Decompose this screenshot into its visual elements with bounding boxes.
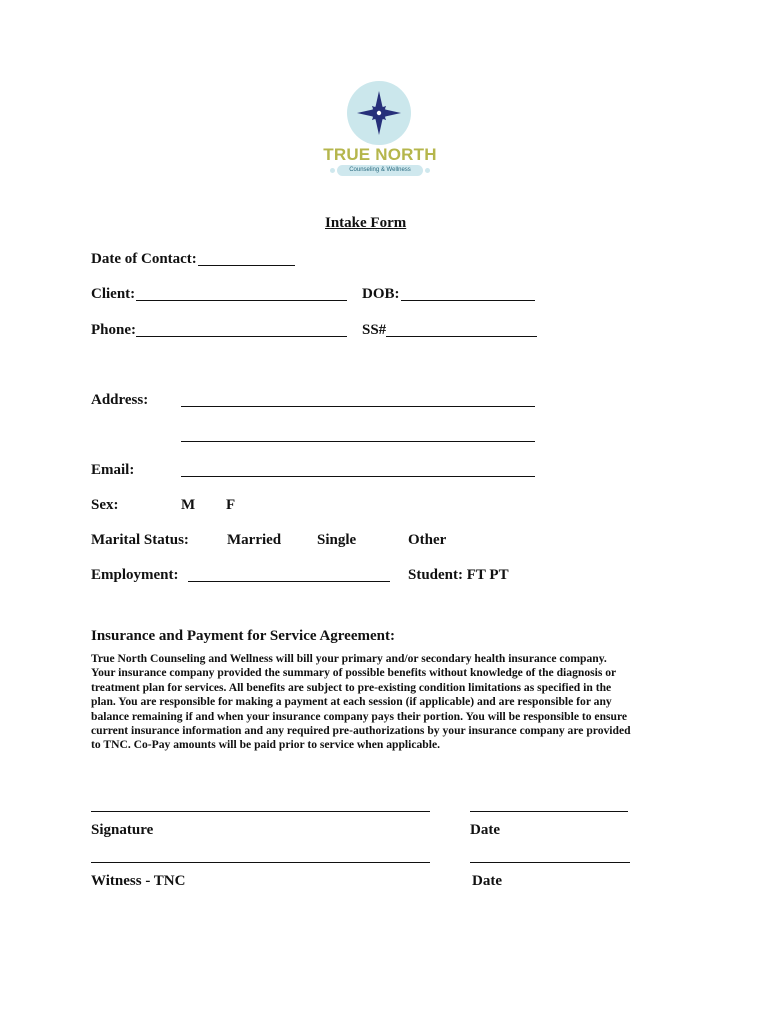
employment-label: Employment:: [91, 567, 179, 583]
address-label: Address:: [91, 392, 149, 408]
address-field-line-1[interactable]: [181, 406, 535, 407]
address-field-line-2[interactable]: [181, 441, 535, 442]
form-title: Intake Form: [325, 215, 407, 231]
logo-tagline: Counseling & Wellness: [337, 165, 423, 176]
agreement-line: treatment plan for services. All benefits are subject to pre-existing condition limitations as specified in the: [91, 680, 612, 694]
signature-field[interactable]: [91, 811, 430, 812]
agreement-heading: Insurance and Payment for Service Agreement:: [91, 628, 395, 644]
agreement-line: balance remaining if and when your insurance company pays their portion. You will be responsible to ensure: [91, 709, 628, 723]
witness-label: Witness - TNC: [91, 873, 186, 889]
marital-option-other[interactable]: Other: [408, 532, 447, 548]
agreement-line: plan. You are responsible for making a payment at each session (if applicable) and are responsible for any: [91, 695, 612, 709]
compass-star-icon: [355, 89, 403, 137]
dob-field[interactable]: [401, 300, 535, 301]
email-label: Email:: [91, 462, 135, 478]
date-of-contact-field[interactable]: [198, 265, 295, 266]
sex-label: Sex:: [91, 497, 119, 513]
agreement-line: True North Counseling and Wellness will bill your primary and/or secondary health insurance company.: [91, 652, 607, 665]
witness-date-label: Date: [472, 873, 502, 889]
agreement-line: current insurance information and any required pre-authorizations by your insurance company are provided: [91, 724, 631, 738]
logo-dot: [330, 168, 335, 173]
witness-field[interactable]: [91, 862, 430, 863]
agreement-line: to TNC. Co-Pay amounts will be paid prior to service when applicable.: [91, 738, 441, 752]
sex-option-f[interactable]: F: [226, 497, 236, 513]
dob-label: DOB:: [362, 286, 400, 302]
ss-label: SS#: [362, 322, 387, 338]
logo-title: TRUE NORTH: [323, 145, 437, 164]
agreement-text: [91, 652, 691, 753]
marital-option-married[interactable]: Married: [227, 532, 282, 548]
logo-dot: [425, 168, 430, 173]
email-field[interactable]: [181, 476, 535, 477]
sex-option-m[interactable]: M: [181, 497, 196, 513]
signature-label: Signature: [91, 822, 154, 838]
marital-status-label: Marital Status:: [91, 532, 189, 548]
ss-field[interactable]: [386, 336, 537, 337]
student-status[interactable]: Student: FT PT: [408, 567, 509, 583]
date-of-contact-label: Date of Contact:: [91, 251, 197, 267]
signature-date-label: Date: [470, 822, 500, 838]
agreement-line: Your insurance company provided the summary of possible benefits without knowledge of the diagnosis or: [91, 666, 617, 680]
signature-date-field[interactable]: [470, 811, 628, 812]
marital-option-single[interactable]: Single: [317, 532, 357, 548]
phone-field[interactable]: [136, 336, 347, 337]
witness-date-field[interactable]: [470, 862, 630, 863]
phone-label: Phone:: [91, 322, 136, 338]
client-field[interactable]: [136, 300, 347, 301]
client-label: Client:: [91, 286, 136, 302]
employment-field[interactable]: [188, 581, 390, 582]
